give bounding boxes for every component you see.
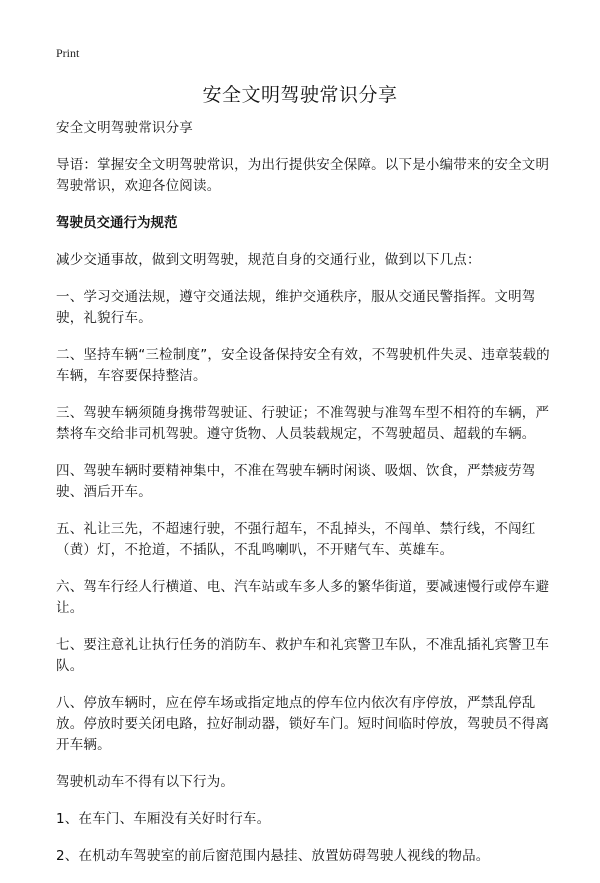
lead-paragraph: 减少交通事故，做到文明驾驶，规范自身的交通行业，做到以下几点： xyxy=(56,252,481,268)
rule-item-7: 七、要注意礼让执行任务的消防车、救护车和礼宾警卫车队，不准乱插礼宾警卫车队。 xyxy=(56,637,550,674)
section-heading: 驾驶员交通行为规范 xyxy=(56,215,178,231)
subtitle: 安全文明驾驶常识分享 xyxy=(56,120,193,136)
rule-item-2: 二、坚持车辆“三检制度”，安全设备保持安全有效，不驾驶机件失灵、违章装载的车辆，车容要保持整洁。 xyxy=(56,347,550,384)
rule-item-1: 一、学习交通法规，遵守交通法规，维护交通秩序，服从交通民警指挥。文明驾驶，礼貌行车。 xyxy=(56,289,536,326)
rule-item-4: 四、驾驶车辆时要精神集中，不准在驾驶车辆时闲谈、吸烟、饮食，严禁疲劳驾驶、酒后开车。 xyxy=(56,463,536,500)
rule-item-3: 三、驾驶车辆须随身携带驾驶证、行驶证；不准驾驶与准驾车型不相符的车辆，严禁将车交给非司机驾驶。遵守货物、人员装载规定，不驾驶超员、超载的车辆。 xyxy=(56,405,550,442)
prohibited-item-1: 1、在车门、车厢没有关好时行车。 xyxy=(56,811,271,827)
rule-item-5: 五、礼让三先，不超速行驶，不强行超车，不乱掉头，不闯单、禁行线，不闯红（黄）灯，不抢道，不插队，不乱鸣喇叭，不开赌气车、英雄车。 xyxy=(56,521,536,558)
rule-item-8: 八、停放车辆时，应在停车场或指定地点的停车位内依次有序停放，严禁乱停乱放。停放时要关闭电路，拉好制动器，锁好车门。短时间临时停放，驾驶员不得离开车辆。 xyxy=(56,695,550,753)
rule-item-6: 六、驾车行经人行横道、电、汽车站或车多人多的繁华街道，要减速慢行或停车避让。 xyxy=(56,579,550,616)
document-body xyxy=(56,118,556,883)
page-title: 安全文明驾驶常识分享 xyxy=(202,84,398,106)
prohibited-item-2: 2、在机动车驾驶室的前后窗范围内悬挂、放置妨碍驾驶人视线的物品。 xyxy=(56,848,490,864)
prohibited-lead: 驾驶机动车不得有以下行为。 xyxy=(56,774,235,790)
intro-paragraph: 导语：掌握安全文明驾驶常识，为出行提供安全保障。以下是小编带来的安全文明驾驶常识，欢迎各位阅读。 xyxy=(56,157,550,194)
print-link[interactable]: Print xyxy=(56,46,80,60)
